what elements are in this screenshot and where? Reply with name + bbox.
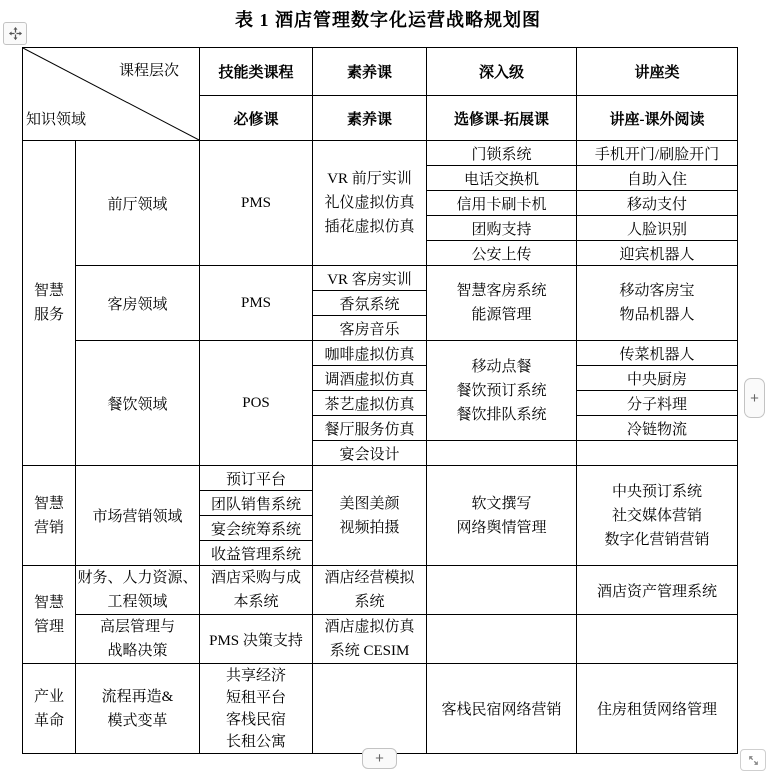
cell-line: 营销	[33, 519, 64, 536]
cell-line: 社交媒体营销	[611, 507, 702, 524]
cell-marketing-lecture[interactable]	[577, 466, 738, 566]
cell-line: 智慧	[33, 283, 64, 299]
cell-line: 能源管理	[471, 307, 532, 323]
cell-line: 中央预订系统	[611, 483, 702, 500]
cell-executive-skill[interactable]: PMS 决策支持	[200, 615, 313, 664]
cell-room-skill[interactable]: PMS	[200, 266, 313, 341]
cell-executive-deep-empty[interactable]	[427, 615, 577, 664]
add-row-button[interactable]: +	[362, 748, 397, 769]
cell-room-quality-2[interactable]: 客房音乐	[313, 316, 427, 341]
cell-dining-quality-0[interactable]: 咖啡虚拟仿真	[313, 341, 427, 366]
cell-front-lecture-0[interactable]: 手机开门/刷脸开门	[577, 141, 738, 166]
cell-executive-domain[interactable]	[76, 615, 200, 664]
subcol-header-required[interactable]: 必修课	[200, 96, 313, 141]
strategy-table	[22, 47, 738, 754]
cell-front-quality[interactable]	[313, 141, 427, 266]
cell-front-deep-0[interactable]: 门锁系统	[427, 141, 577, 166]
cell-front-deep-2[interactable]: 信用卡刷卡机	[427, 191, 577, 216]
cell-line: 美图美颜	[339, 495, 400, 512]
cell-line: 客栈民宿	[225, 711, 286, 728]
cell-line: 礼仪虚拟仿真	[324, 195, 415, 211]
table-resize-handle[interactable]	[740, 749, 766, 771]
cell-front-deep-4[interactable]: 公安上传	[427, 241, 577, 266]
cell-marketing-skill-1[interactable]: 团队销售系统	[200, 491, 313, 516]
cell-front-deep-3[interactable]: 团购支持	[427, 216, 577, 241]
cell-front-lecture-3[interactable]: 人脸识别	[577, 216, 738, 241]
cell-marketing-quality[interactable]	[313, 466, 427, 566]
cell-executive-quality[interactable]	[313, 615, 427, 664]
cell-front-domain[interactable]: 前厅领域	[76, 141, 200, 266]
move-icon	[8, 26, 23, 41]
cell-line: 插花虚拟仿真	[324, 219, 415, 235]
cell-finance-skill[interactable]	[200, 566, 313, 615]
cell-room-quality-0[interactable]: VR 客房实训	[313, 266, 427, 291]
cell-finance-lecture[interactable]: 酒店资产管理系统	[577, 566, 738, 615]
cell-group-industry[interactable]	[23, 664, 76, 754]
cell-room-domain[interactable]: 客房领域	[76, 266, 200, 341]
cell-front-deep-1[interactable]: 电话交换机	[427, 166, 577, 191]
cell-marketing-skill-3[interactable]: 收益管理系统	[200, 541, 313, 566]
cell-dining-quality-3[interactable]: 餐厅服务仿真	[313, 416, 427, 441]
col-header-skill[interactable]: 技能类课程	[200, 48, 313, 96]
cell-line: 数字化营销营销	[604, 531, 710, 548]
col-header-lecture[interactable]: 讲座类	[577, 48, 738, 96]
cell-line: 移动点餐	[471, 358, 532, 375]
cell-line: 餐饮排队系统	[456, 406, 547, 423]
cell-line: 战略决策	[107, 643, 168, 659]
cell-line: 餐饮预订系统	[456, 382, 547, 399]
cell-dining-deep-empty[interactable]	[427, 441, 577, 466]
cell-line: 服务	[33, 307, 64, 323]
cell-dining-lecture-0[interactable]: 传菜机器人	[577, 341, 738, 366]
cell-group-service[interactable]	[23, 141, 76, 466]
cell-line: 酒店采购与成	[210, 570, 301, 586]
cell-line: 长租公寓	[225, 733, 286, 750]
cell-dining-lecture-empty[interactable]	[577, 441, 738, 466]
cell-industry-quality-empty[interactable]	[313, 664, 427, 754]
cell-line: 产业	[33, 688, 64, 705]
cell-line: 网络舆情管理	[456, 519, 547, 536]
cell-line: 移动客房宝	[619, 283, 695, 299]
cell-line: 高层管理与	[99, 619, 175, 635]
cell-front-skill[interactable]: PMS	[200, 141, 313, 266]
cell-line: 物品机器人	[619, 307, 695, 323]
cell-line: 流程再造&	[101, 688, 174, 705]
cell-marketing-skill-2[interactable]: 宴会统筹系统	[200, 516, 313, 541]
cell-group-management[interactable]	[23, 566, 76, 664]
cell-dining-lecture-2[interactable]: 分子料理	[577, 391, 738, 416]
cell-line: 财务、人力资源、	[77, 570, 198, 586]
subcol-header-elective[interactable]: 选修课-拓展课	[427, 96, 577, 141]
corner-label-knowledge-domain: 知识领域	[26, 112, 87, 128]
cell-line: 智慧	[33, 594, 64, 611]
cell-dining-lecture-1[interactable]: 中央厨房	[577, 366, 738, 391]
cell-industry-lecture[interactable]: 住房租赁网络管理	[577, 664, 738, 754]
cell-group-marketing[interactable]	[23, 466, 76, 566]
resize-icon	[747, 754, 760, 767]
cell-dining-domain[interactable]: 餐饮领域	[76, 341, 200, 466]
cell-dining-quality-2[interactable]: 茶艺虚拟仿真	[313, 391, 427, 416]
col-header-quality[interactable]: 素养课	[313, 48, 427, 96]
cell-room-deep[interactable]	[427, 266, 577, 341]
cell-dining-lecture-3[interactable]: 冷链物流	[577, 416, 738, 441]
cell-industry-domain[interactable]	[76, 664, 200, 754]
cell-dining-deep[interactable]	[427, 341, 577, 441]
cell-line: 智慧客房系统	[456, 283, 547, 299]
cell-dining-quality-4[interactable]: 宴会设计	[313, 441, 427, 466]
cell-executive-lecture-empty[interactable]	[577, 615, 738, 664]
corner-cell[interactable]	[23, 48, 200, 141]
table-caption: 表 1 酒店管理数字化运营战略规划图	[235, 10, 541, 30]
cell-line: 工程领域	[107, 594, 168, 610]
cell-front-lecture-2[interactable]: 移动支付	[577, 191, 738, 216]
subcol-header-quality[interactable]: 素养课	[313, 96, 427, 141]
cell-line: 管理	[33, 618, 64, 635]
cell-finance-domain[interactable]	[76, 566, 200, 615]
cell-line: 模式变革	[107, 712, 168, 729]
cell-line: 革命	[33, 712, 64, 729]
cell-marketing-deep[interactable]	[427, 466, 577, 566]
subcol-header-reading[interactable]: 讲座-课外阅读	[577, 96, 738, 141]
cell-line: 短租平台	[225, 689, 286, 706]
cell-industry-deep[interactable]: 客栈民宿网络营销	[427, 664, 577, 754]
cell-line: 本系统	[233, 594, 279, 610]
cell-line: 系统	[354, 594, 385, 610]
cell-finance-deep-empty[interactable]	[427, 566, 577, 615]
add-column-button[interactable]: +	[744, 378, 765, 418]
col-header-advanced[interactable]: 深入级	[427, 48, 577, 96]
cell-front-lecture-1[interactable]: 自助入住	[577, 166, 738, 191]
cell-marketing-domain[interactable]: 市场营销领域	[76, 466, 200, 566]
cell-front-lecture-4[interactable]: 迎宾机器人	[577, 241, 738, 266]
cell-dining-quality-1[interactable]: 调酒虚拟仿真	[313, 366, 427, 391]
cell-line: 酒店虚拟仿真	[324, 619, 415, 635]
cell-line: 共享经济	[225, 667, 286, 684]
cell-line: 智慧	[33, 495, 64, 512]
cell-marketing-skill-0[interactable]: 预订平台	[200, 466, 313, 491]
corner-label-course-level: 课程层次	[118, 63, 179, 79]
cell-line: 视频拍摄	[339, 519, 400, 536]
table-move-handle[interactable]	[3, 22, 27, 45]
cell-dining-skill[interactable]: POS	[200, 341, 313, 466]
cell-line: VR 前厅实训	[327, 171, 412, 187]
cell-finance-quality[interactable]	[313, 566, 427, 615]
cell-line: 软文撰写	[471, 495, 532, 512]
cell-room-quality-1[interactable]: 香氛系统	[313, 291, 427, 316]
cell-industry-skill[interactable]	[200, 664, 313, 754]
cell-line: 系统 CESIM	[329, 643, 410, 659]
cell-room-lecture[interactable]	[577, 266, 738, 341]
cell-line: 酒店经营模拟	[324, 570, 415, 586]
